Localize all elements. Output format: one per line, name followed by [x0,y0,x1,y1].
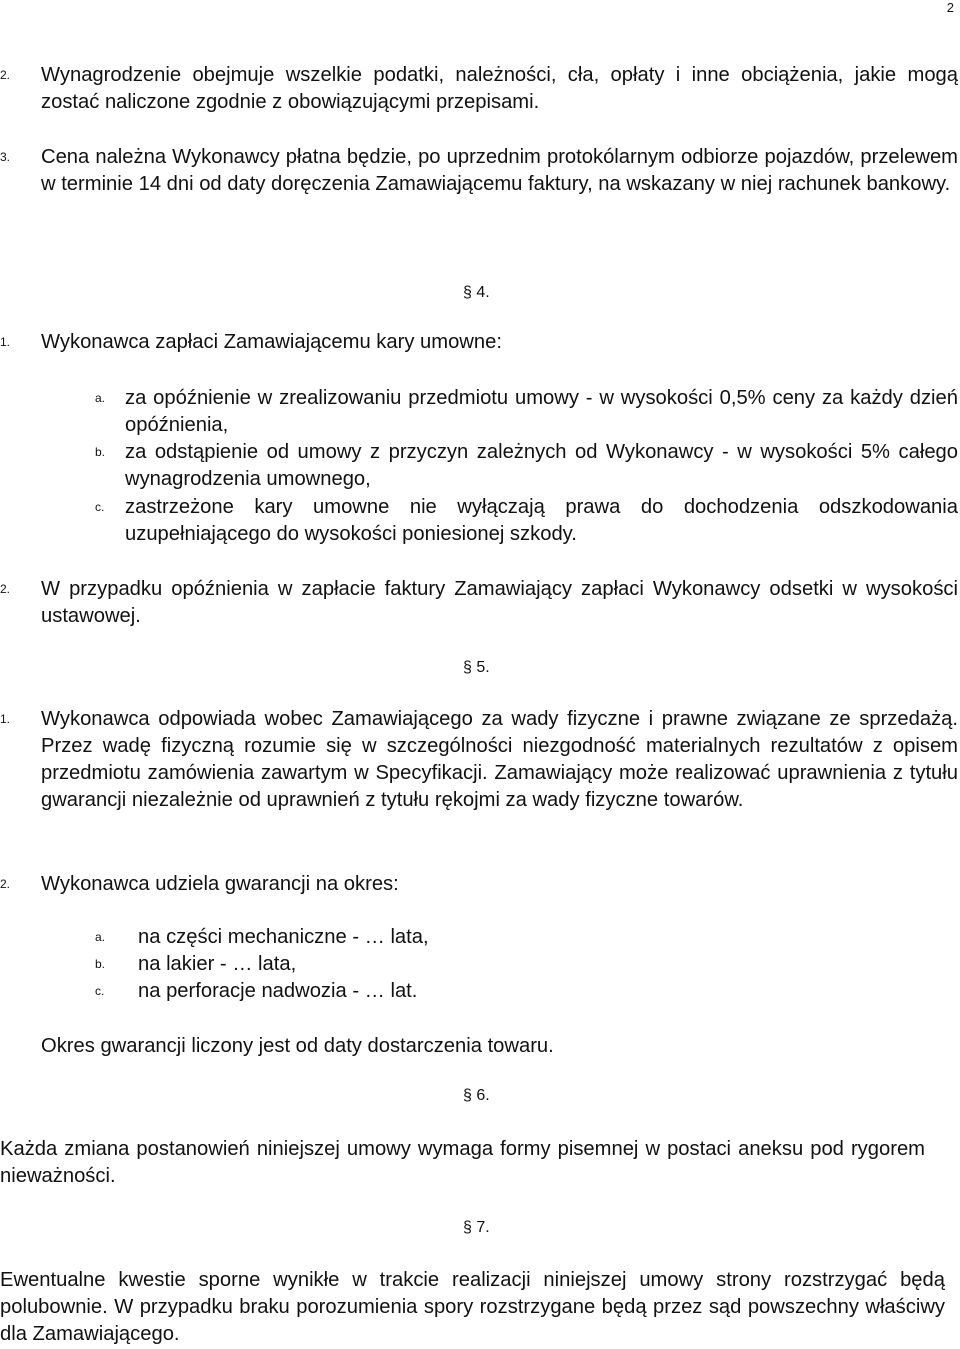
list-letter: b. [95,445,106,459]
list-item-text: W przypadku opóźnienia w zapłacie faktury Zamawiający zapłaci Wykonawcy odsetki w wysokości ustawowej. [41,578,958,627]
section-heading-7: § 7. [463,1219,490,1236]
list-item-text: na lakier - … lata, [138,953,297,975]
list-letter: c. [95,500,105,514]
list-item-text: za opóźnienie w zrealizowaniu przedmiotu umowy - w wysokości 0,5% ceny za każdy dzień opóźnienia, [125,387,958,436]
list-item-text: zastrzeżone kary umowne nie wyłączają prawa do dochodzenia odszkodowania uzupełniającego do wysokości poniesionej szkody. [125,496,958,545]
list-number: 2. [0,68,11,82]
list-number: 1. [0,335,11,349]
list-letter: c. [95,984,105,998]
section7-paragraph: Ewentualne kwestie sporne wynikłe w trakcie realizacji niniejszej umowy strony rozstrzygać będą polubownie. W przypadku braku porozumienia spory rozstrzygane będą przez sąd powszechny właściwy dla Zamawiającego. [0,1269,945,1345]
list-item-text: Wykonawca odpowiada wobec Zamawiającego za wady fizyczne i prawne związane ze sprzedażą. Przez wadę fizyczną rozumie się w szczególności niezgodność materialnych rezultatów z opisem przedmiotu zamówienia zawartym w Specyfikacji. Zamawiający może realizować uprawnienia z tytułu gwarancji niezależnie od uprawnień z tytułu rękojmi za wady fizyczne towarów. [41,708,958,811]
section-heading-4: § 4. [463,284,490,301]
page-number: 2 [946,0,954,15]
list-item-text: na perforacje nadwozia - … lat. [138,980,418,1002]
section-heading-6: § 6. [463,1087,490,1104]
list-number: 3. [0,150,11,164]
list-item-text: Cena należna Wykonawcy płatna będzie, po uprzednim protokólarnym odbiorze pojazdów, przelewem w terminie 14 dni od daty doręczenia Zamawiającemu faktury, na wskazany w niej rachunek bankowy. [41,146,958,195]
section6-paragraph: Każda zmiana postanowień niniejszej umowy wymaga formy pisemnej w postaci aneksu pod rygorem nieważności. [0,1138,925,1187]
list-number: 2. [0,582,11,596]
list-number: 1. [0,712,11,726]
list-letter: a. [95,391,106,405]
list-item-text: za odstąpienie od umowy z przyczyn zależnych od Wykonawcy - w wysokości 5% całego wynagrodzenia umownego, [125,441,958,490]
list-item-text: na części mechaniczne - … lata, [138,926,429,948]
list-letter: a. [95,930,106,944]
list-letter: b. [95,957,106,971]
section-heading-5: § 5. [463,659,490,676]
list-number: 2. [0,877,11,891]
list-item-text: Wykonawca udziela gwarancji na okres: [41,873,399,895]
warranty-note: Okres gwarancji liczony jest od daty dostarczenia towaru. [41,1035,554,1057]
list-item-text: Wykonawca zapłaci Zamawiającemu kary umowne: [41,331,502,353]
list-item-text: Wynagrodzenie obejmuje wszelkie podatki, należności, cła, opłaty i inne obciążenia, jakie mogą zostać naliczone zgodnie z obowiązującymi przepisami. [41,64,958,113]
